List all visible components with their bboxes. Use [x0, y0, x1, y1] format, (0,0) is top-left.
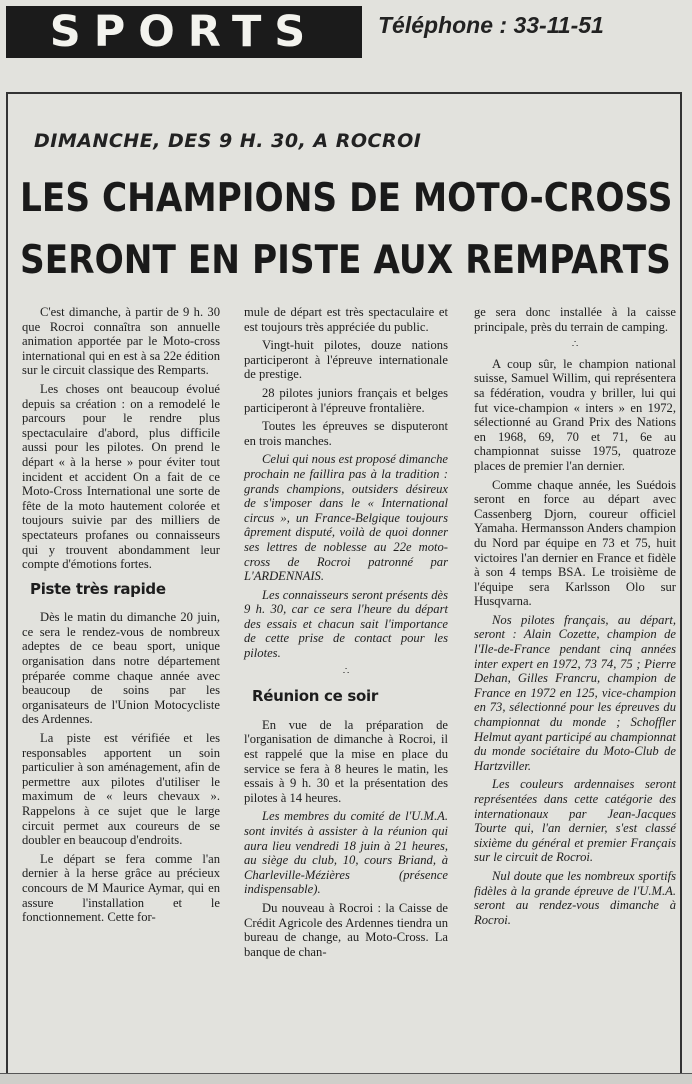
paragraph: Celui qui nous est proposé dimanche prochain ne faillira pas à la tradition : grands champions, outsiders désireux de s'imposer dans le « International circus », un France-Belgique toujours âprement disputé, voilà de quoi donner ses lettres de noblesse au 22e moto-cross de Rocroi patronné par L'ARDENNAIS.	[244, 452, 448, 584]
paragraph: Comme chaque année, les Suédois seront en force au départ avec Cassenberg Djorn, coureur officiel Yamaha. Hermansson Anders champion du Nord par équipe en 73 et 75, huit victoires l'an dernier en France et fidèle à son 4 temps BSA. Le troisième de l'équipe sera Karlsson Olo sur Husqvarna.	[474, 477, 676, 609]
paragraph: A coup sûr, le champion national suisse, Samuel Willim, qui représentera sa fédération, voudra y briller, lui qui fut vice-champion « inters » en 1972, sélectionné au Grand Prix des Nations en 1968, 69, 70 et 71, 6e au championnat suisse 1975, quatroze places de premier l'an dernier.	[474, 356, 676, 473]
paragraph: Dès le matin du dimanche 20 juin, ce sera le rendez-vous de nombreux adeptes de ce beau sport, unique organisation dans notre département préparée comme chaque année avec beaucoup de soins par les organisateurs de l'Union Motocycliste des Ardennes.	[22, 610, 220, 727]
subheading: Piste très rapide	[30, 579, 166, 598]
paragraph: Du nouveau à Rocroi : la Caisse de Crédit Agricole des Ardennes tiendra un bureau de change, au Moto-Cross. La banque de chan-	[244, 900, 448, 959]
paragraph: mule de départ est très spectaculaire et est toujours très appréciée du public.	[244, 305, 448, 334]
paragraph: Les choses ont beaucoup évolué depuis sa création : on a remodelé le parcours pour le rendre plus spectaculaire d'abord, plus difficile aussi pour les pilotes. On prend le départ « à la herse » pour éviter tout incident et accident On a fait de ce Moto-Cross International une sorte de fête de la moto hautement colorée et toujours suivie par des milliers de spectateurs profanes ou connaisseurs qui y trouvent abondamment leur compte d'émotions fortes.	[22, 381, 220, 572]
paragraph: ge sera donc installée à la caisse principale, près du terrain de camping.	[474, 305, 676, 334]
paragraph: Les connaisseurs seront présents dès 9 h. 30, car ce sera l'heure du départ des essais et chacun sait l'importance de cette prise de contact pour les pilotes.	[244, 587, 448, 661]
paragraph: Les couleurs ardennaises seront représentées dans cette catégorie des internationaux par Jean-Jacques Tourte qui, l'an dernier, s'est classé sixième du général et premier Français sur le circuit de Rocroi.	[474, 777, 676, 865]
article-kicker: DIMANCHE, DES 9 H. 30, A ROCROI	[34, 130, 422, 152]
headline-line-1: LES CHAMPIONS DE MOTO-CROSS	[20, 176, 673, 221]
column-1	[22, 305, 220, 929]
paragraph: Toutes les épreuves se disputeront en trois manches.	[244, 419, 448, 448]
subheading: Réunion ce soir	[252, 687, 378, 706]
paragraph: La piste est vérifiée et les responsables apportent un soin particulier à son aménagement, afin de permettre aux pilotes d'utiliser le maximum de « leurs chevaux ». Rappelons à ce sujet que le large circuit permet aux coureurs de se doubler en beaucoup d'endroits.	[22, 731, 220, 848]
section-header	[0, 0, 692, 66]
paragraph: Nos pilotes français, au départ, seront : Alain Cozette, champion de l'Ile-de-France pendant cinq années inter expert en 1972, 73 74, 75 ; Pierre Dehan, Gilles Francru, champion de France en 1972 en 125, vice-champion en 73, sélectionné pour les épreuves du championnat du monde ; Schoffler Helmut ayant participé au championnat du monde sociétaire du Moto-Club de Hartzviller.	[474, 612, 676, 773]
paragraph: C'est dimanche, à partir de 9 h. 30 que Rocroi connaîtra son annuelle animation apportée par le Moto-cross international qui en est à sa 22e édition sur le circuit classique des Remparts.	[22, 305, 220, 378]
section-title: SPORTS	[6, 6, 362, 58]
headline-line-2: SERONT EN PISTE AUX REMPARTS	[20, 238, 671, 283]
separator-dots: ∴	[571, 339, 579, 351]
phone-number: Téléphone : 33-11-51	[378, 12, 604, 38]
paragraph: Nul doute que les nombreux sportifs fidèles à la grande épreuve de l'U.M.A. seront au rendez-vous dimanche à Rocroi.	[474, 868, 676, 927]
paragraph: 28 pilotes juniors français et belges participeront à l'épreuve frontalière.	[244, 385, 448, 415]
column-3	[474, 305, 676, 931]
paragraph: Les membres du comité de l'U.M.A. sont invités à assister à la réunion qui aura lieu vendredi 18 juin à 21 heures, au siège du club, 10, cours Briand, à Charleville-Mézières (présence indispensable).	[244, 809, 448, 897]
paragraph: Le départ se fera comme l'an dernier à la herse grâce au précieux concours de M Maurice Aymar, qui en assure l'installation et le fonctionnement. Cette for-	[22, 851, 220, 925]
paragraph: Vingt-huit pilotes, douze nations participeront à l'épreuve internationale de prestige.	[244, 338, 448, 382]
page-bottom-edge	[0, 1073, 692, 1084]
paragraph: En vue de la préparation de l'organisation de dimanche à Rocroi, il est rappelé que la mise en place du service se fera à 8 heures le matin, les essais à 9 h. 30 et la présentation des pilotes à 14 heures.	[244, 717, 448, 805]
separator-dots: ∴	[342, 665, 350, 677]
column-2	[244, 305, 448, 963]
article-headline	[20, 168, 673, 292]
